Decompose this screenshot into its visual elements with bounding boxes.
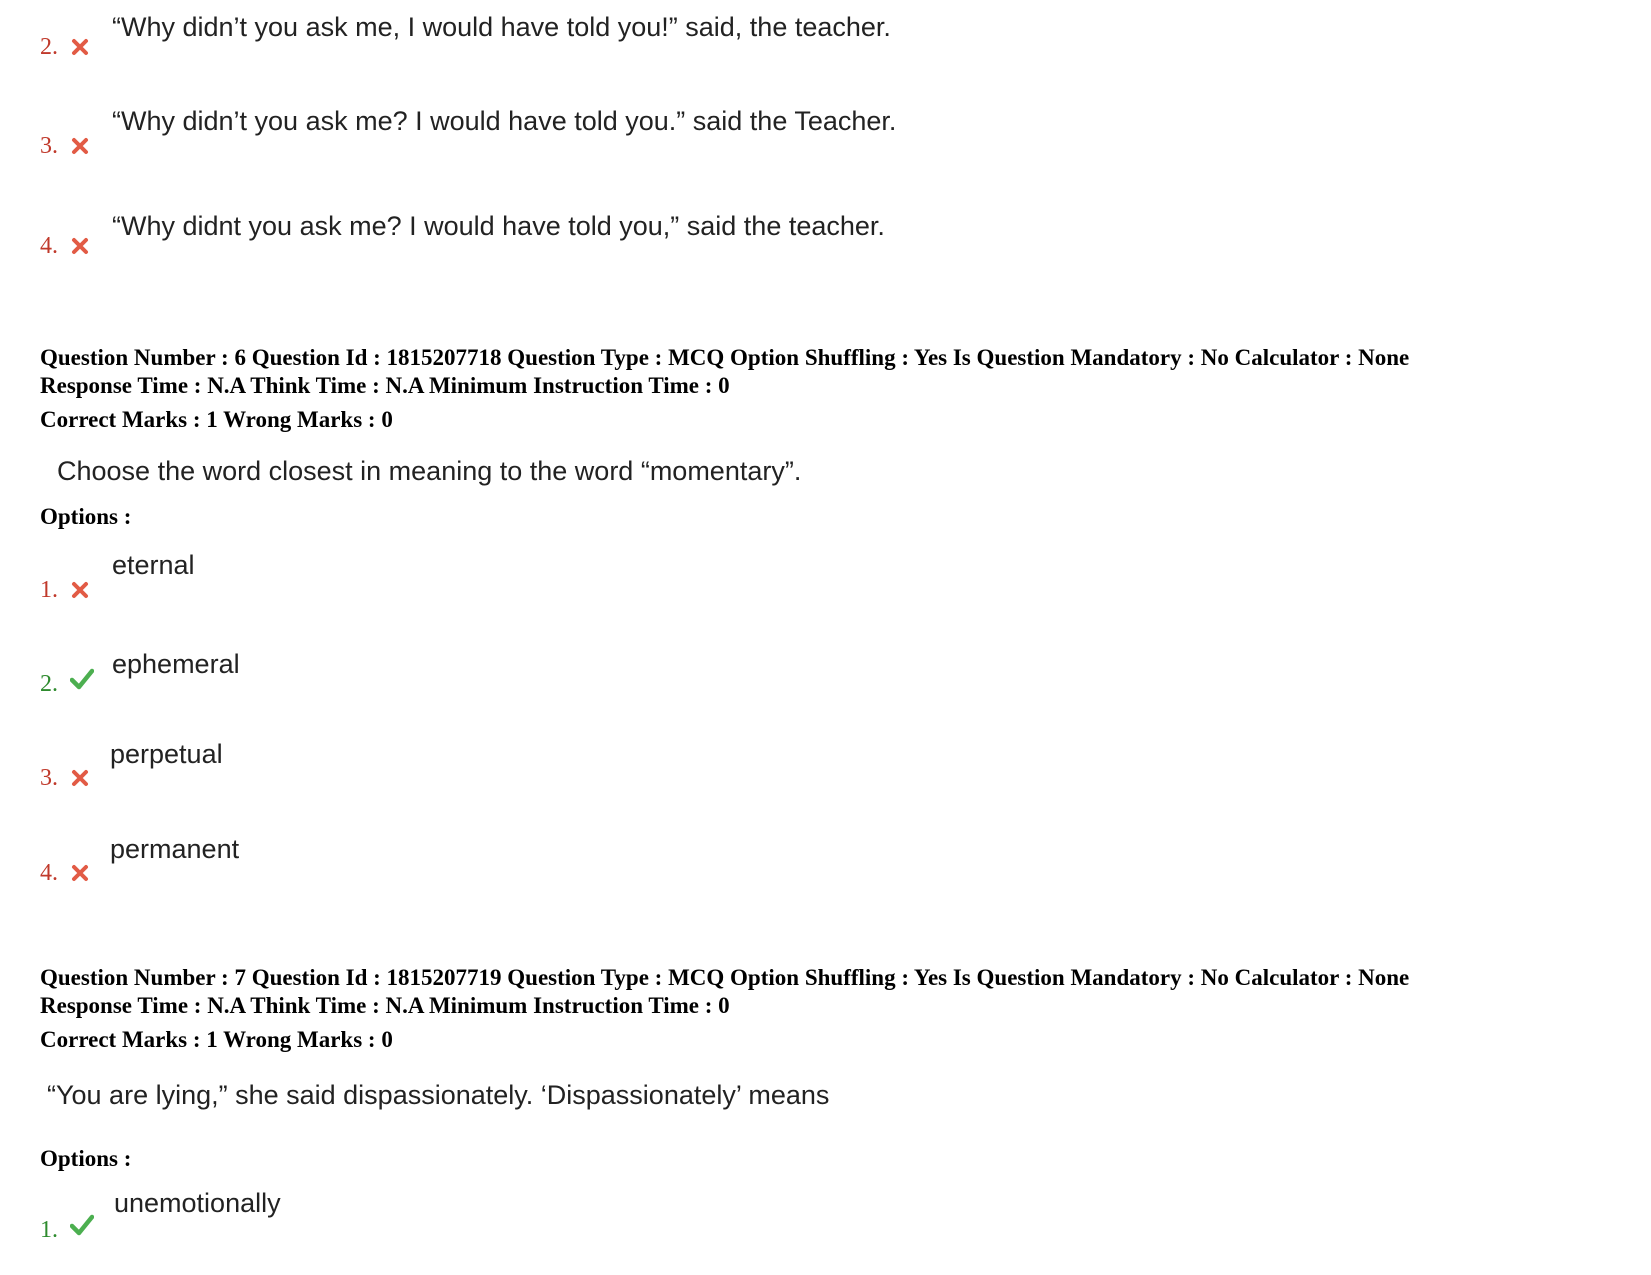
option-number: 3.: [40, 765, 58, 791]
question-stem: Choose the word closest in meaning to the word “momentary”.: [57, 456, 802, 486]
option-number: 1.: [40, 577, 58, 603]
option-text: “Why didn’t you ask me, I would have told you!” said, the teacher.: [112, 12, 891, 42]
option-text: permanent: [110, 834, 240, 864]
option-number: 2.: [40, 34, 58, 60]
cross-icon: [70, 136, 90, 156]
option-number: 1.: [40, 1217, 58, 1243]
option-text: “Why didnt you ask me? I would have told you,” said the teacher.: [112, 211, 885, 241]
cross-icon: [70, 768, 90, 788]
cross-icon: [70, 37, 90, 57]
option-number: 3.: [40, 133, 58, 159]
option-text: “Why didn’t you ask me? I would have told you.” said the Teacher.: [112, 106, 897, 136]
option-text: eternal: [112, 550, 195, 580]
option-number: 2.: [40, 671, 58, 697]
question-stem: “You are lying,” she said dispassionately. ‘Dispassionately’ means: [47, 1080, 830, 1110]
options-label: Options :: [40, 1146, 132, 1171]
option-number: 4.: [40, 233, 58, 259]
question-meta-line1: Question Number : 7 Question Id : 1815207719 Question Type : MCQ Option Shuffling : Yes Is Question Mandatory : No Calculator : None: [40, 965, 1410, 990]
cross-icon: [70, 236, 90, 256]
option-number: 4.: [40, 860, 58, 886]
cross-icon: [70, 580, 90, 600]
check-icon: [70, 668, 94, 690]
option-text: unemotionally: [114, 1188, 281, 1218]
option-text: perpetual: [110, 739, 223, 769]
options-label: Options :: [40, 504, 132, 529]
question-meta-line2: Response Time : N.A Think Time : N.A Minimum Instruction Time : 0: [40, 373, 730, 398]
question-marks: Correct Marks : 1 Wrong Marks : 0: [40, 407, 393, 432]
check-icon: [70, 1214, 94, 1236]
option-text: ephemeral: [112, 649, 240, 679]
question-meta-line1: Question Number : 6 Question Id : 1815207718 Question Type : MCQ Option Shuffling : Yes Is Question Mandatory : No Calculator : None: [40, 345, 1410, 370]
question-meta-line2: Response Time : N.A Think Time : N.A Minimum Instruction Time : 0: [40, 993, 730, 1018]
question-marks: Correct Marks : 1 Wrong Marks : 0: [40, 1027, 393, 1052]
cross-icon: [70, 863, 90, 883]
